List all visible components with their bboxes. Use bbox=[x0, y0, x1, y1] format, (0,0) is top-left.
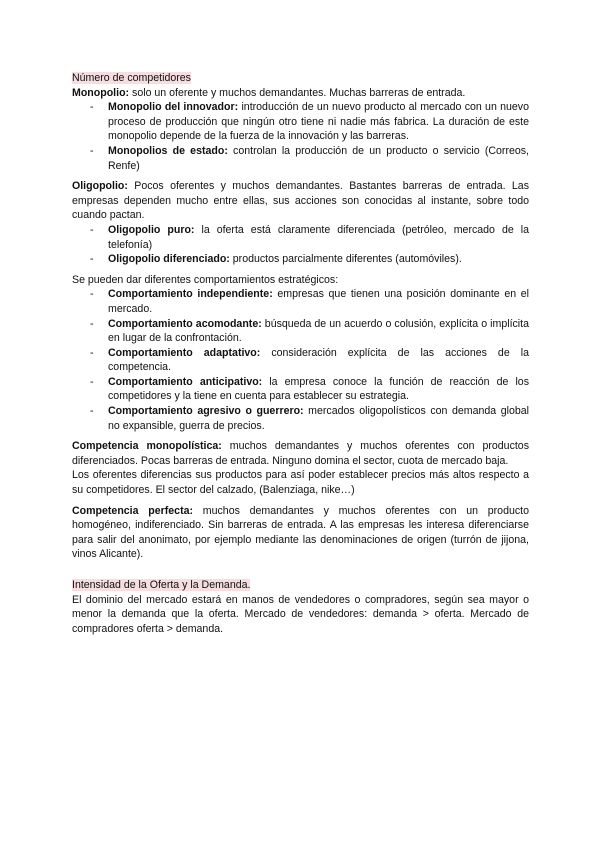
definition: muchos demandantes y muchos oferentes con un producto homogéneo, indiferenciado. Sin barreras de entrada. A las empresas les interesa diferenciarse para salir del anonimato, por ejemplo mediante las denominaciones de origen (turrón de jijona, vinos Alicante). bbox=[72, 504, 529, 561]
definition: Pocos oferentes y muchos demandantes. Bastantes barreras de entrada. Las empresas dependen mucho entre ellas, sus acciones son conocidas al instante, sobre todo cuando pactan. bbox=[72, 180, 529, 222]
term: Monopolio: bbox=[72, 86, 130, 99]
list-item bbox=[108, 144, 529, 173]
list-item bbox=[108, 287, 529, 316]
definition: controlan la producción de un producto o servicio (Correos, Renfe) bbox=[108, 144, 529, 172]
term: Competencia perfecta: bbox=[72, 504, 194, 517]
definition: búsqueda de un acuerdo o colusión, explícita o implícita en lugar de la confrontación. bbox=[108, 317, 529, 345]
term: Competencia monopolística: bbox=[72, 440, 222, 453]
list-item bbox=[108, 346, 529, 375]
monopolio-list bbox=[72, 100, 529, 173]
oligopolio-paragraph bbox=[72, 179, 529, 223]
term: Comportamiento adaptativo: bbox=[108, 346, 261, 359]
list-item bbox=[108, 317, 529, 346]
section-title: Número de competidores bbox=[72, 72, 191, 84]
definition: mercados oligopolísticos con demanda global no expansible, guerra de precios. bbox=[108, 405, 530, 432]
term: Oligopolio: bbox=[72, 180, 128, 193]
term: Comportamiento agresivo o guerrero: bbox=[108, 405, 304, 418]
section-title: Intensidad de la Oferta y la Demanda. bbox=[72, 579, 251, 591]
comportamientos-intro: Se pueden dar diferentes comportamientos estratégicos: bbox=[72, 273, 339, 286]
section-heading-intensidad bbox=[72, 578, 529, 593]
definition: la oferta está claramente diferenciada (petróleo, mercado de la telefonía) bbox=[108, 223, 529, 251]
comportamientos-list bbox=[72, 287, 529, 433]
document-page bbox=[72, 71, 529, 636]
list-item bbox=[108, 375, 529, 404]
term: Monopolio del innovador: bbox=[108, 101, 239, 114]
section-heading-competidores bbox=[72, 71, 529, 86]
list-item bbox=[108, 404, 529, 433]
term: Monopolios de estado: bbox=[108, 144, 228, 157]
term: Comportamiento acomodante: bbox=[108, 317, 262, 330]
definition: la empresa conoce la función de reacción de los competidores y la tiene en cuenta para establecer su estrategia. bbox=[108, 375, 529, 403]
definition: introducción de un nuevo producto al mercado con un nuevo proceso de producción que ningún otro tiene ni nadie más fabrica. La duración de este monopolio depende de la fuerza de la innovación y las barreras. bbox=[108, 101, 529, 143]
monopolio-paragraph bbox=[72, 86, 529, 101]
monopolistica-extra: Los oferentes diferencias sus productos para así poder establecer precios más altos respecto a su competidores. El sector del calzado, (Balenziaga, nike…) bbox=[72, 469, 529, 497]
definition: empresas que tienen una posición dominante en el mercado. bbox=[108, 288, 529, 315]
term: Comportamiento independiente: bbox=[108, 288, 273, 301]
term: Oligopolio diferenciado: bbox=[108, 253, 230, 266]
monopolistica-paragraph bbox=[72, 439, 529, 468]
definition: consideración explícita de las acciones de la competencia. bbox=[108, 346, 530, 374]
list-item bbox=[108, 223, 529, 252]
intensidad-paragraph: El dominio del mercado estará en manos de vendedores o compradores, según sea mayor o menor la demanda que la oferta. Mercado de vendedores: demanda > oferta. Mercado de compradores oferta > demanda. bbox=[72, 593, 529, 635]
definition: muchos demandantes y muchos oferentes con productos diferenciados. Pocas barreras de entrada. Ninguno domina el sector, cuota de mercado baja. bbox=[72, 440, 529, 467]
perfecta-paragraph bbox=[72, 504, 529, 562]
definition: productos parcialmente diferentes (automóviles). bbox=[229, 253, 462, 266]
list-item bbox=[108, 252, 529, 267]
oligopolio-list bbox=[72, 223, 529, 267]
term: Comportamiento anticipativo: bbox=[108, 375, 263, 388]
term: Oligopolio puro: bbox=[108, 223, 195, 236]
definition: solo un oferente y muchos demandantes. Muchas barreras de entrada. bbox=[129, 86, 466, 99]
list-item bbox=[108, 100, 529, 144]
